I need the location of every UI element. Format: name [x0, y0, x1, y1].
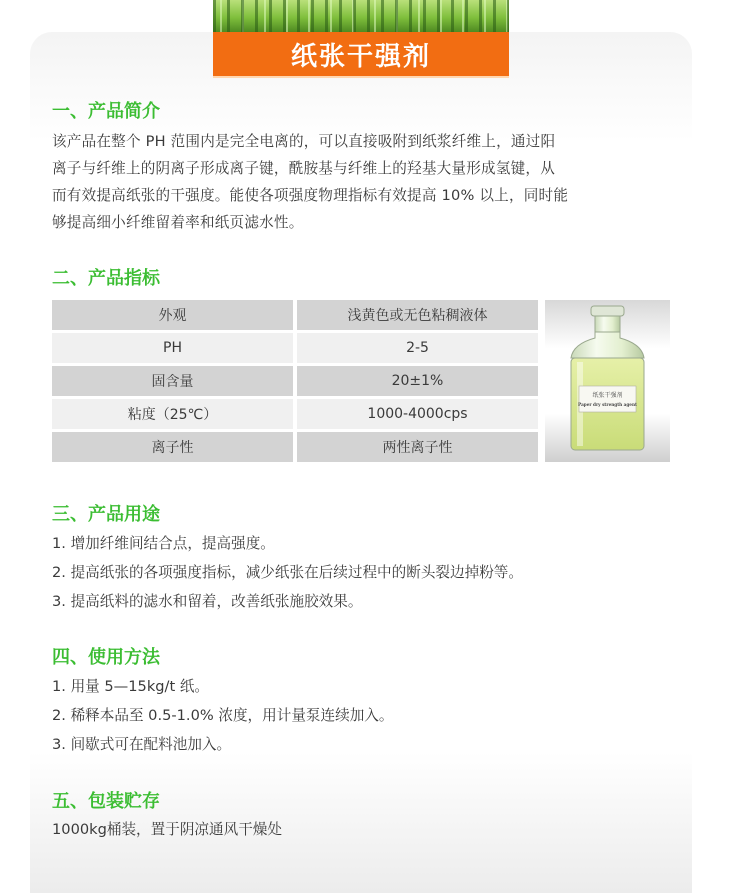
intro-line: 而有效提高纸张的干强度。能使各项强度物理指标有效提高 10% 以上，同时能 — [52, 187, 569, 204]
spec-value: 1000-4000cps — [297, 399, 538, 429]
list-item: 2. 稀释本品至 0.5-1.0% 浓度，用计量泵连续加入。 — [52, 707, 394, 724]
forest-banner-image — [213, 0, 509, 32]
section-heading-uses: 三、产品用途 — [52, 504, 160, 525]
intro-line: 离子与纤维上的阴离子形成离子键，酰胺基与纤维上的羟基大量形成氢键，从 — [52, 160, 555, 177]
table-row — [52, 432, 538, 462]
intro-line: 够提高细小纤维留着率和纸页滤水性。 — [52, 214, 304, 231]
spec-name: PH — [52, 333, 293, 363]
table-row — [52, 300, 538, 330]
section-heading-specs: 二、产品指标 — [52, 268, 160, 289]
spec-table — [52, 300, 538, 465]
product-bottle-photo — [545, 300, 670, 462]
storage-text: 1000kg桶装，置于阴凉通风干燥处 — [52, 821, 282, 838]
list-item: 2. 提高纸张的各项强度指标，减少纸张在后续过程中的断头裂边掉粉等。 — [52, 564, 523, 581]
list-item: 1. 增加纤维间结合点，提高强度。 — [52, 535, 275, 552]
spec-value: 20±1% — [297, 366, 538, 396]
section-heading-storage: 五、包装贮存 — [52, 791, 160, 812]
spec-value: 2-5 — [297, 333, 538, 363]
list-item: 3. 提高纸料的滤水和留着，改善纸张施胶效果。 — [52, 593, 363, 610]
bottle-illustration — [545, 300, 670, 462]
section-heading-usage: 四、使用方法 — [52, 647, 160, 668]
intro-line: 该产品在整个 PH 范围内是完全电离的，可以直接吸附到纸浆纤维上，通过阳 — [52, 133, 556, 150]
page-title: 纸张干强剂 — [290, 41, 431, 72]
list-item: 3. 间歇式可在配料池加入。 — [52, 736, 232, 753]
bottle-label-cn: 纸张干强剂 — [592, 392, 623, 399]
spec-value: 浅黄色或无色粘稠液体 — [297, 300, 538, 330]
spec-value: 两性离子性 — [297, 432, 538, 462]
spec-name: 粘度（25℃） — [52, 399, 293, 429]
intro-paragraph — [52, 128, 674, 236]
table-row — [52, 333, 538, 363]
spec-name: 固含量 — [52, 366, 293, 396]
spec-name: 离子性 — [52, 432, 293, 462]
section-heading-intro: 一、产品简介 — [52, 101, 160, 122]
bottle-label-en: Paper dry strength agent — [578, 402, 637, 407]
list-item: 1. 用量 5—15kg/t 纸。 — [52, 678, 210, 695]
table-row — [52, 366, 538, 396]
title-banner — [213, 32, 509, 78]
table-row — [52, 399, 538, 429]
spec-name: 外观 — [52, 300, 293, 330]
